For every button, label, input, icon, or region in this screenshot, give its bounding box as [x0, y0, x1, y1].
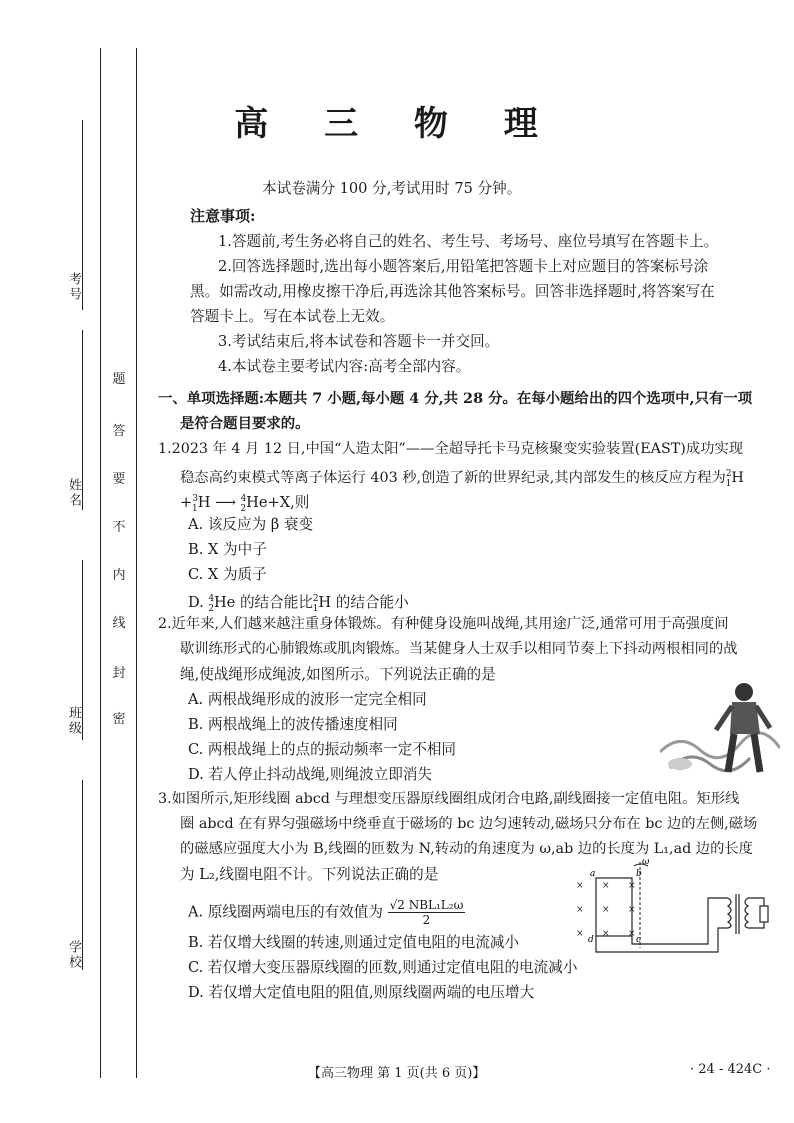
seal-char-4: 不	[112, 520, 126, 535]
seal-char-8: 密	[112, 712, 126, 727]
notice-item-2: 2.回答选择题时,选出每小题答案后,用铅笔把答题卡上对应题目的答案标号涂	[218, 258, 709, 275]
margin-line-outer	[100, 48, 101, 1078]
seal-char-6: 线	[112, 616, 126, 631]
nuclide-h2: $^2_1$H	[725, 469, 744, 489]
q2-line3: 绳,使战绳形成绳波,如图所示。下列说法正确的是	[180, 666, 496, 683]
fraction-denominator: 2	[422, 913, 431, 927]
margin-line-inner	[136, 48, 137, 1078]
q3-line3: 的磁感应强度大小为 B,线圈的匝数为 N,转动的角速度为 ω,ab 边的长度为 L₁,ad 边的长度	[180, 841, 753, 857]
school-label: 学校	[66, 940, 81, 970]
battle-rope-figure	[660, 672, 780, 780]
seal-char-5: 内	[112, 568, 126, 583]
svg-text:×: ×	[576, 929, 584, 939]
svg-text:c: c	[636, 935, 642, 945]
name-label: 姓名	[66, 478, 81, 508]
svg-text:×: ×	[602, 929, 610, 939]
exam-no-label: 考号	[66, 272, 81, 302]
q2-line2: 歇训练形式的心肺锻炼或肌肉锻炼。当某健身人士双手以相同节奏上下抖动两根相同的战	[180, 641, 738, 657]
section1-line2: 是符合题目要求的。	[180, 415, 310, 432]
svg-text:a: a	[590, 869, 596, 879]
q1-option-b: B. X 为中子	[188, 541, 267, 558]
q1-option-d-c: H 的结合能小	[318, 593, 409, 611]
notice-item-4: 4.本试卷主要考试内容:高考全部内容。	[218, 358, 471, 375]
q3-option-a	[188, 898, 465, 927]
notice-item-2b: 黑。如需改动,用橡皮擦干净后,再选涂其他答案标号。回答非选择题时,将答案写在	[190, 283, 715, 300]
q3-option-a-fraction	[388, 898, 466, 927]
class-line	[82, 560, 83, 740]
q1-option-d-a: D.	[188, 593, 204, 611]
q1-option-d-b: He 的结合能比	[213, 593, 313, 611]
nuclide-h3: +$^3_1$H ⟶ $^4_2$	[180, 493, 247, 514]
q3-option-c: C. 若仅增大变压器原线圈的匝数,则通过定值电阻的电流减小	[188, 959, 578, 976]
seal-char-3: 要	[112, 472, 126, 487]
notice-heading: 注意事项:	[190, 207, 256, 225]
q1-option-a: A. 该反应为 β 衰变	[188, 516, 314, 533]
svg-text:×: ×	[602, 905, 610, 915]
svg-text:×: ×	[628, 929, 636, 939]
seal-char-1: 题	[112, 372, 126, 387]
q3-line1: 3.如图所示,矩形线圈 abcd 与理想变压器原线圈组成闭合电路,副线圈接一定值电阻。矩形线	[158, 791, 740, 807]
exam-no-line	[82, 120, 83, 310]
notice-item-3: 3.考试结束后,将本试卷和答题卡一并交回。	[218, 333, 500, 350]
q2-option-d: D. 若人停止抖动战绳,则绳波立即消失	[188, 766, 433, 783]
svg-text:×: ×	[576, 881, 584, 891]
q3-option-a-text: A. 原线圈两端电压的有效值为	[188, 903, 383, 921]
q1-line2-text: 稳态高约束模式等离子体运行 403 秒,创造了新的世界纪录,其内部发生的核反应方程为	[180, 469, 726, 486]
school-line	[82, 780, 83, 970]
section1-line1: 一、单项选择题:本题共 7 小题,每小题 4 分,共 28 分。在每小题给出的四个选项中,只有一项	[158, 390, 753, 407]
q2-option-c: C. 两根战绳上的点的振动频率一定不相同	[188, 741, 457, 758]
q3-line4: 为 L₂,线圈电阻不计。下列说法正确的是	[180, 866, 439, 883]
q2-line1: 2.近年来,人们越来越注重身体锻炼。有种健身设施叫战绳,其用途广泛,通常可用于高强度间	[158, 616, 729, 632]
q1-option-c: C. X 为质子	[188, 566, 267, 583]
q3-line2: 圈 abcd 在有界匀强磁场中绕垂直于磁场的 bc 边匀速转动,磁场只分布在 bc 边的左侧,磁场	[180, 816, 758, 832]
svg-text:×: ×	[628, 881, 636, 891]
q2-option-b: B. 两根战绳上的波传播速度相同	[188, 716, 398, 733]
svg-text:×: ×	[576, 905, 584, 915]
notice-item-2c: 答题卡上。写在本试卷上无效。	[190, 308, 395, 325]
q3-option-d: D. 若仅增大定值电阻的阻值,则原线圈两端的电压增大	[188, 984, 535, 1001]
seal-char-2: 答	[112, 424, 126, 439]
q1-option-d: D. $^4_2$He 的结合能比$^2_1$H 的结合能小	[188, 593, 409, 614]
name-line	[82, 330, 83, 510]
page-title: 高 三 物 理	[234, 104, 560, 144]
svg-text:ω: ω	[642, 858, 650, 867]
footer-page-info: 【高三物理 第 1 页(共 6 页)】	[308, 1066, 486, 1081]
coil-transformer-figure	[568, 858, 778, 958]
q1-line1: 1.2023 年 4 月 12 日,中国“人造太阳”——全超导托卡马克核聚变实验装置(EAST)成功实现	[158, 441, 744, 457]
seal-char-7: 封	[112, 666, 126, 681]
class-label: 班级	[66, 706, 81, 736]
fraction-numerator: √2 NBL₁L₂ω	[389, 898, 464, 912]
svg-text:×: ×	[628, 905, 636, 915]
svg-text:b: b	[636, 869, 642, 879]
svg-text:d: d	[588, 935, 594, 945]
q3-option-b: B. 若仅增大线圈的转速,则通过定值电阻的电流减小	[188, 934, 520, 951]
q1-line3-text: He+X,则	[246, 493, 310, 511]
exam-info: 本试卷满分 100 分,考试用时 75 分钟。	[262, 180, 522, 197]
footer-code: · 24 - 424C ·	[690, 1062, 771, 1077]
notice-item-1: 1.答题前,考生务必将自己的姓名、考生号、考场号、座位号填写在答题卡上。	[218, 233, 719, 250]
q2-option-a: A. 两根战绳形成的波形一定完全相同	[188, 691, 427, 708]
svg-text:×: ×	[602, 881, 610, 891]
